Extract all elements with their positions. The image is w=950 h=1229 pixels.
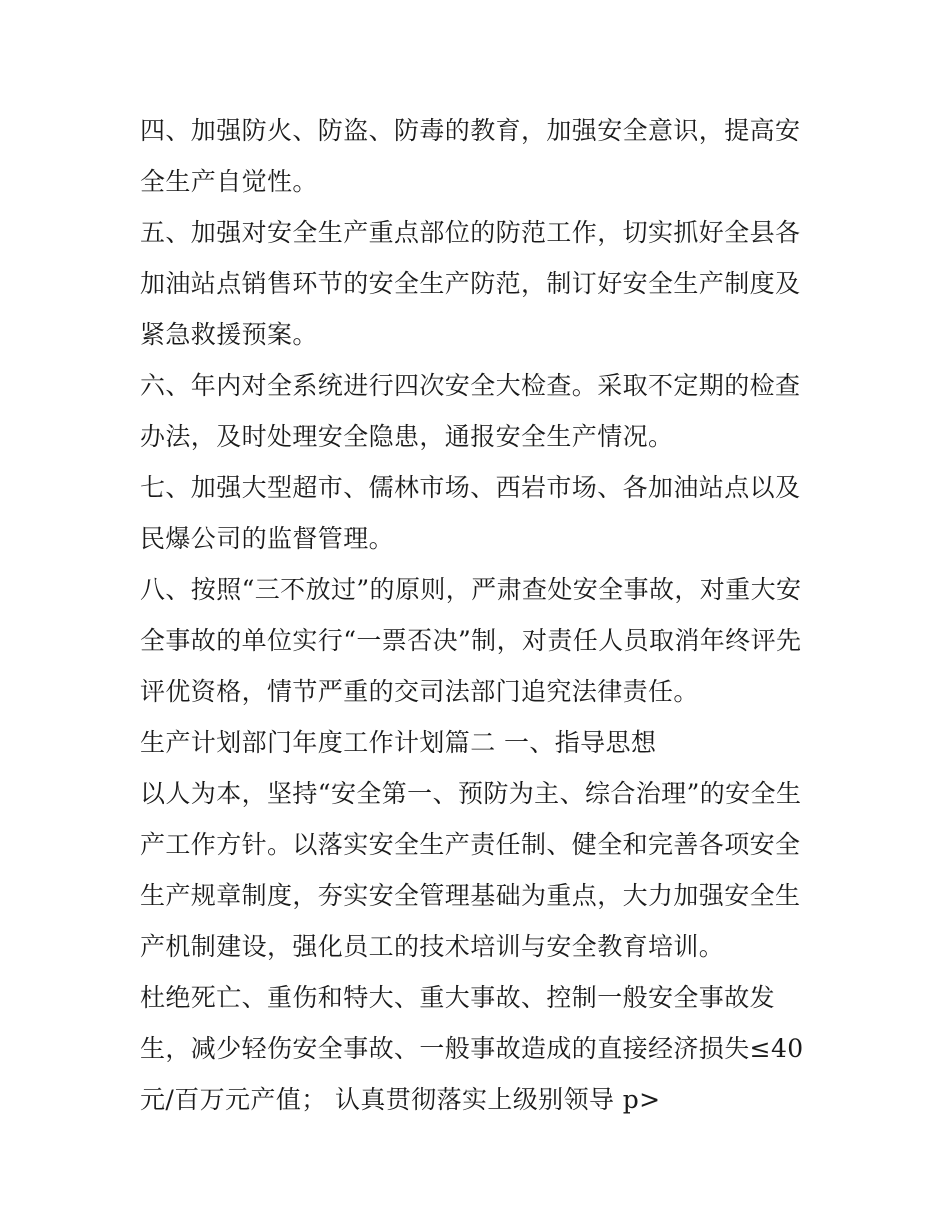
paragraph-guiding-thought: 以人为本，坚持“安全第一、预防为主、综合治理”的安全生产工作方针。以落实安全生产责任制、健全和完善各项安全生产规章制度，夯实安全管理基础为重点，大力加强安全生产机制建设，强化员工的技术培训与安全教育培训。 xyxy=(140,779,802,961)
paragraph-5: 五、加强对安全生产重点部位的防范工作，切实抓好全县各加油站点销售环节的安全生产防范，制订好安全生产制度及紧急救援预案。 xyxy=(140,218,801,349)
section-heading: 生产计划部门年度工作计划篇二 一、指导思想 xyxy=(140,728,657,757)
paragraph-6: 六、年内对全系统进行四次安全大检查。采取不定期的检查办法，及时处理安全隐患，通报安全生产情况。 xyxy=(140,371,801,451)
paragraph-7: 七、加强大型超市、儒林市场、西岩市场、各加油站点以及民爆公司的监督管理。 xyxy=(140,473,801,553)
paragraph-4: 四、加强防火、防盗、防毒的教育，加强安全意识，提高安全生产自觉性。 xyxy=(140,116,801,196)
paragraph-target: 杜绝死亡、重伤和特大、重大事故、控制一般安全事故发生，减少轻伤安全事故、一般事故造成的直接经济损失≤40 元/百万元产值； 认真贯彻落实上级别领导 p> xyxy=(140,983,804,1114)
paragraph-8: 八、按照“三不放过”的原则，严肃查处安全事故，对重大安全事故的单位实行“一票否决”制，对责任人员取消年终评先评优资格，情节严重的交司法部门追究法律责任。 xyxy=(140,575,802,706)
document-body xyxy=(140,105,820,1125)
